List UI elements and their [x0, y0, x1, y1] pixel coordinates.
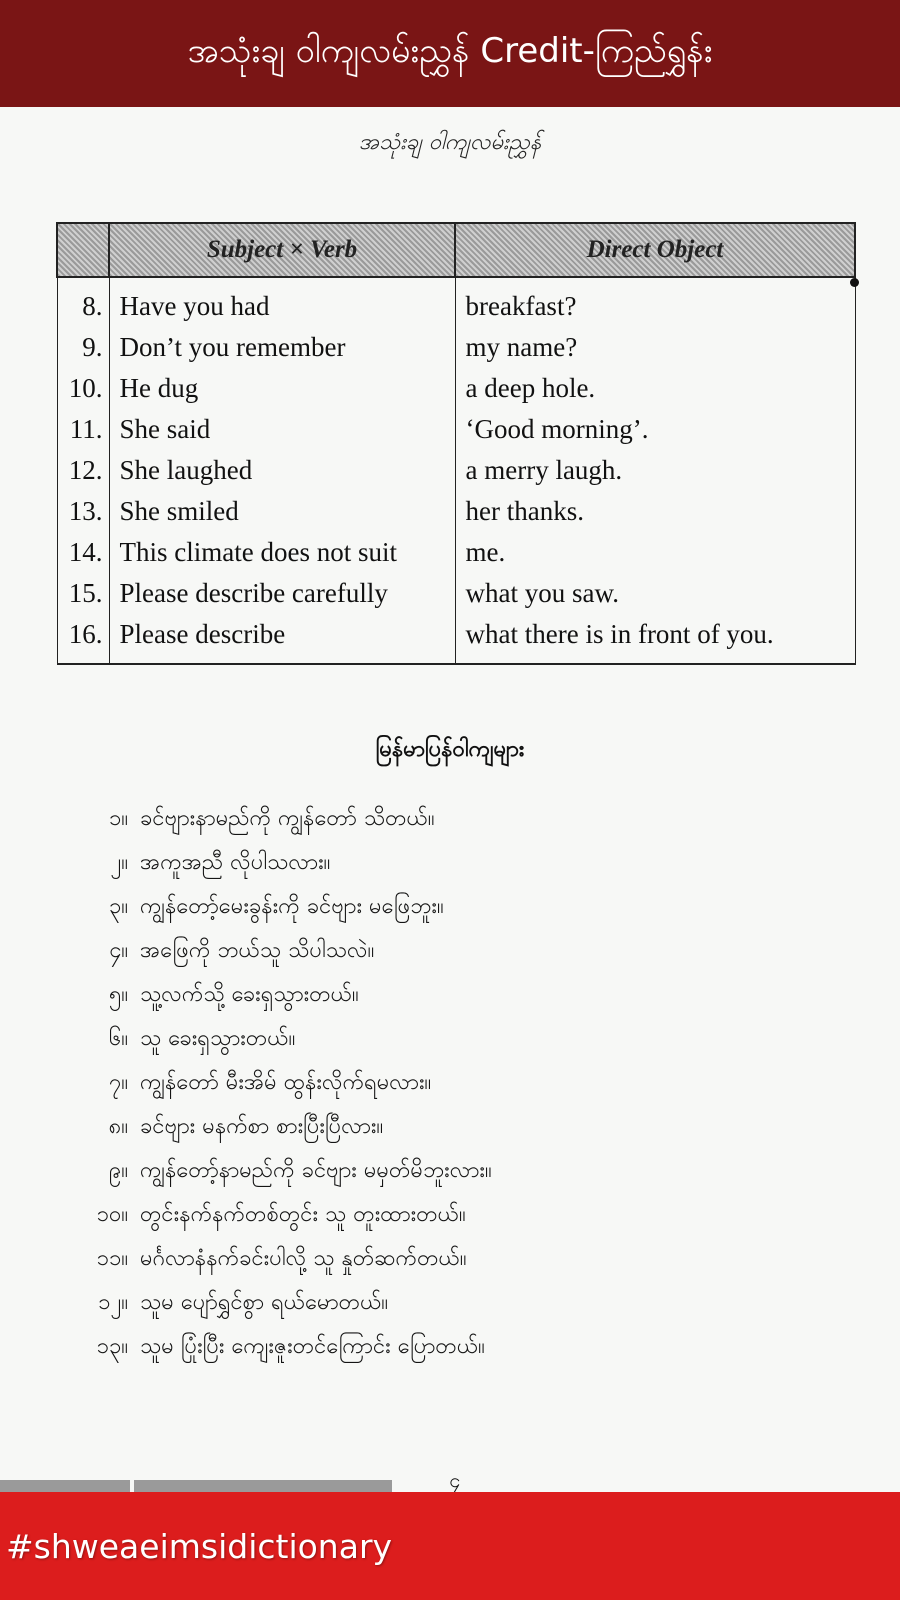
item-number: ၄။ — [108, 938, 128, 963]
item-text: ခင်ဗျားနာမည်ကို ကျွန်တော် သိတယ်။ — [140, 806, 435, 831]
list-item — [60, 1061, 860, 1105]
subject-verb-cell: This climate does not suit — [109, 532, 455, 573]
translation-section-title: မြန်မာပြန်ဝါကျများ — [375, 737, 525, 762]
row-number: 13. — [57, 491, 109, 532]
table-corner-dot — [850, 278, 859, 287]
table-row — [57, 277, 855, 327]
item-number: ၆။ — [108, 1026, 128, 1051]
direct-object-cell: my name? — [455, 327, 855, 368]
row-number: 9. — [57, 327, 109, 368]
table-row — [57, 409, 855, 450]
top-banner — [0, 0, 900, 107]
table-row — [57, 368, 855, 409]
direct-object-cell: me. — [455, 532, 855, 573]
row-number: 16. — [57, 614, 109, 664]
direct-object-cell: what there is in front of you. — [455, 614, 855, 664]
item-number: ၂။ — [110, 850, 128, 875]
subject-verb-cell: Please describe carefully — [109, 573, 455, 614]
item-text: အကူအညီ လိုပါသလား။ — [140, 850, 331, 875]
item-number: ၃။ — [108, 894, 128, 919]
list-item — [60, 1193, 860, 1237]
translation-list — [60, 797, 860, 1369]
list-item — [60, 929, 860, 973]
sentence-pattern-table — [56, 222, 856, 665]
direct-object-cell: ‘Good morning’. — [455, 409, 855, 450]
item-number: ၁။ — [108, 806, 128, 831]
table-row — [57, 450, 855, 491]
item-text: ကျွန်တော် မီးအိမ် ထွန်းလိုက်ရမလား။ — [140, 1070, 432, 1095]
list-item — [60, 885, 860, 929]
item-number: ၈။ — [108, 1114, 128, 1139]
list-item — [60, 1149, 860, 1193]
table-header-row — [57, 223, 855, 277]
hashtag-text: #shweaeimsidictionary — [6, 1526, 393, 1566]
item-text: သူ ခေးရှသွားတယ်။ — [140, 1026, 296, 1051]
item-text: အဖြေကို ဘယ်သူ သိပါသလဲ။ — [140, 938, 375, 963]
item-text: ကျွန်တော့်မေးခွန်းကို ခင်ဗျား မဖြေဘူး။ — [140, 894, 444, 919]
subject-verb-cell: Have you had — [109, 277, 455, 327]
table-row — [57, 614, 855, 664]
list-item — [60, 1281, 860, 1325]
list-item — [60, 1237, 860, 1281]
row-number: 10. — [57, 368, 109, 409]
list-item — [60, 1017, 860, 1061]
list-item — [60, 841, 860, 885]
list-item — [60, 797, 860, 841]
item-text: မင်္ဂလာနံနက်ခင်းပါလို့ သူ နှုတ်ဆက်တယ်။ — [140, 1246, 467, 1271]
row-number: 15. — [57, 573, 109, 614]
subject-verb-cell: Don’t you remember — [109, 327, 455, 368]
table-row — [57, 327, 855, 368]
subject-verb-cell: She laughed — [109, 450, 455, 491]
item-number: ၁၂။ — [98, 1290, 128, 1315]
subject-verb-cell: He dug — [109, 368, 455, 409]
item-text: သူ့လက်သို့ ခေးရှသွားတယ်။ — [140, 982, 359, 1007]
item-number: ၇။ — [108, 1070, 128, 1095]
item-text: တွင်းနက်နက်တစ်တွင်း သူ တူးထားတယ်။ — [140, 1202, 466, 1227]
item-text: ကျွန်တော့်နာမည်ကို ခင်ဗျား မမှတ်မိဘူးလား။ — [140, 1158, 492, 1183]
book-subtitle: အသုံးချ ဝါကျလမ်းညွှန် — [358, 130, 542, 155]
subject-verb-cell: She smiled — [109, 491, 455, 532]
direct-object-cell: a deep hole. — [455, 368, 855, 409]
row-number: 14. — [57, 532, 109, 573]
direct-object-cell: what you saw. — [455, 573, 855, 614]
item-number: ၉။ — [108, 1158, 128, 1183]
row-number: 11. — [57, 409, 109, 450]
table-row — [57, 573, 855, 614]
bottom-banner — [0, 1492, 900, 1600]
item-number: ၁၃။ — [96, 1334, 128, 1359]
col-header-subject-verb: Subject × Verb — [109, 223, 455, 277]
col-header-direct-object: Direct Object — [455, 223, 855, 277]
list-item — [60, 973, 860, 1017]
direct-object-cell: her thanks. — [455, 491, 855, 532]
list-item — [60, 1105, 860, 1149]
progress-bar-segment — [0, 1480, 130, 1492]
banner-title: အသုံးချ ဝါကျလမ်းညွှန် Credit-ကြည်ရွှန်း — [187, 31, 713, 71]
row-number: 12. — [57, 450, 109, 491]
item-number: ၁၀။ — [96, 1202, 128, 1227]
progress-bar-segment — [134, 1480, 392, 1492]
table-row — [57, 491, 855, 532]
table-row — [57, 532, 855, 573]
page-number: ၄ — [449, 1468, 461, 1492]
direct-object-cell: a merry laugh. — [455, 450, 855, 491]
item-number: ၁၁။ — [96, 1246, 128, 1271]
item-number: ၅။ — [108, 982, 128, 1007]
row-number: 8. — [57, 277, 109, 327]
item-text: ခင်ဗျား မနက်စာ စားပြီးပြီလား။ — [140, 1114, 384, 1139]
subject-verb-cell: Please describe — [109, 614, 455, 664]
list-item — [60, 1325, 860, 1369]
item-text: သူမ ပြုံးပြီး ကျေးဇူးတင်ကြောင်း ပြောတယ်။ — [140, 1334, 485, 1359]
subject-verb-cell: She said — [109, 409, 455, 450]
book-page — [0, 107, 900, 1492]
col-header-number — [57, 223, 109, 277]
item-text: သူမ ပျော်ရွှင်စွာ ရယ်မောတယ်။ — [140, 1290, 389, 1315]
direct-object-cell: breakfast? — [455, 277, 855, 327]
